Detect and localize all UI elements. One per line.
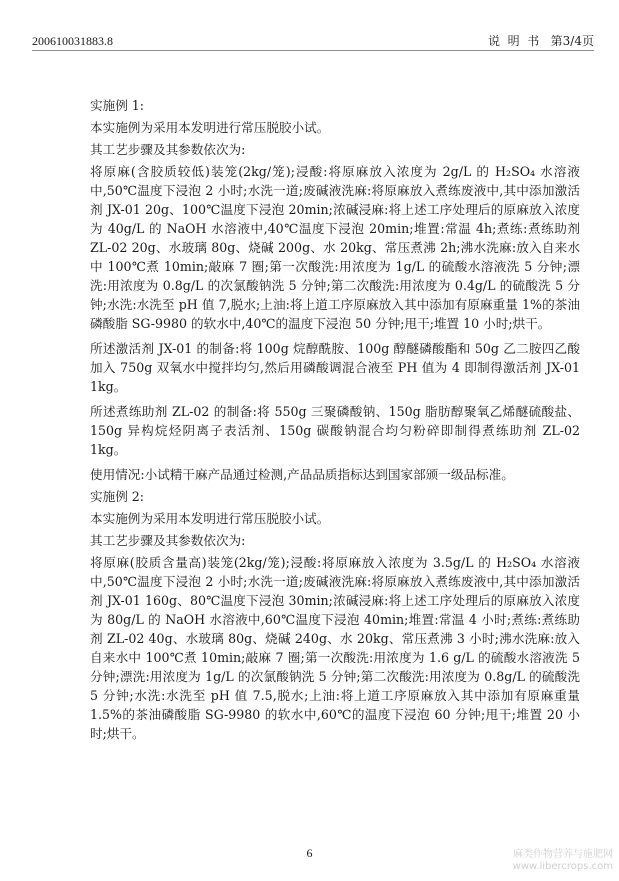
- page-header: [32, 32, 594, 50]
- watermark-site-name: 麻类作物营养与施肥网: [513, 849, 613, 860]
- header-divider: [32, 50, 594, 51]
- example-2-heading: 实施例 2:: [90, 489, 145, 504]
- example-1-process: 将原麻(含胶质较低)装笼(2kg/笼);浸酸:将原麻放入浓度为 2g/L 的 H₂SO₄ 水溶液中,50℃温度下浸泡 2 小时;水洗一道;废碱液洗麻:将原麻放入煮练废液中,其中添加激活剂 JX-01 20g、100℃温度下浸泡 20min;浓碱浸麻:将上述工序处理后的原麻放入浓度为 40g/L 的 NaOH 水溶液中,40℃温度下浸泡 20min;堆置:常温 4h;煮练:煮练助剂 ZL-02 20g、水玻璃 80g、烧碱 200g、水 20kg、常压煮沸 2h;沸水洗麻:放入自来水中 100℃煮 10min;敲麻 7 圈;第一次酸洗:用浓度为 1g/L 的硫酸水溶液洗 5 分钟;漂洗:用浓度为 0.8g/L 的次氯酸钠洗 5 分钟;第二次酸洗:用浓度为 0.4g/L 的硫酸洗 5 分钟;水洗:水洗至 pH 值 7,脱水;上油:将上道工序原麻放入其中添加有原麻重量 1%的茶油磷酸脂 SG-9980 的软水中,40℃的温度下浸泡 50 分钟;甩干;堆置 10 小时;烘干。: [90, 164, 580, 331]
- application-number: 200610031883.8: [32, 34, 113, 48]
- header-title-page: [488, 32, 594, 50]
- page-number: 6: [306, 846, 313, 860]
- watermark-url: www.libercrops.com: [512, 861, 613, 872]
- example-1-intro: 本实施例为采用本发明进行常压脱胶小试。: [90, 120, 330, 135]
- example-2-intro: 本实施例为采用本发明进行常压脱胶小试。: [90, 511, 330, 526]
- activator-preparation: 所述激活剂 JX-01 的制备:将 100g 烷醇酰胺、100g 醇醚磷酸酯和 50g 乙二胺四乙酸加入 750g 双氧水中搅拌均匀,然后用磷酸调混合液至 PH 值为 4 即制得激活剂 JX-01 1kg。: [90, 341, 580, 394]
- example-2-steps-heading: 其工艺步骤及其参数依次为:: [90, 533, 246, 548]
- page-label: 第3/4页: [550, 34, 594, 48]
- example-1-steps-heading: 其工艺步骤及其参数依次为:: [90, 142, 246, 157]
- document-body: [90, 96, 580, 749]
- example-2-process: 将原麻(胶质含量高)装笼(2kg/笼);浸酸:将原麻放入浓度为 3.5g/L 的 H₂SO₄ 水溶液中,50℃温度下浸泡 2 小时;水洗一道;废碱液洗麻:将原麻放入煮练废液中,其中添加激活剂 JX-01 160g、80℃温度下浸泡 30min;浓碱浸麻:将上述工序处理后的原麻放入浓度为 80g/L 的 NaOH 水溶液中,60℃温度下浸泡 40min;堆置:常温 4 小时;煮练:煮练助剂 ZL-02 40g、水玻璃 80g、烧碱 240g、水 20kg、常压煮沸 3 小时;沸水洗麻:放入自来水中 100℃煮 10min;敲麻 7 圈;第一次酸洗:用浓度为 1.6 g/L 的硫酸水溶液洗 5 分钟;漂洗:用浓度为 1g/L 的次氯酸钠洗 5 分钟;第二次酸洗:用浓度为 0.8g/L 的硫酸洗 5 分钟;水洗:水洗至 pH 值 7.5,脱水;上油:将上道工序原麻放入其中添加有原麻重量 1.5%的茶油磷酸脂 SG-9980 的软水中,60℃的温度下浸泡 60 分钟;甩干;堆置 20 小时;烘干。: [90, 555, 580, 741]
- example-1-heading: 实施例 1:: [90, 98, 145, 113]
- doc-title: 说 明 书: [487, 34, 540, 48]
- usage-result: 使用情况:小试精干麻产品通过检测,产品品质指标达到国家部颁一级品标准。: [90, 467, 514, 482]
- site-watermark: [513, 849, 613, 873]
- scouring-agent-preparation: 所述煮练助剂 ZL-02 的制备:将 550g 三聚磷酸钠、150g 脂肪醇聚氧乙烯醚硫酸盐、150g 异构烷烃阴离子表活剂、150g 碳酸钠混合均匀粉碎即制得煮练助剂 ZL-02 1kg。: [90, 404, 580, 457]
